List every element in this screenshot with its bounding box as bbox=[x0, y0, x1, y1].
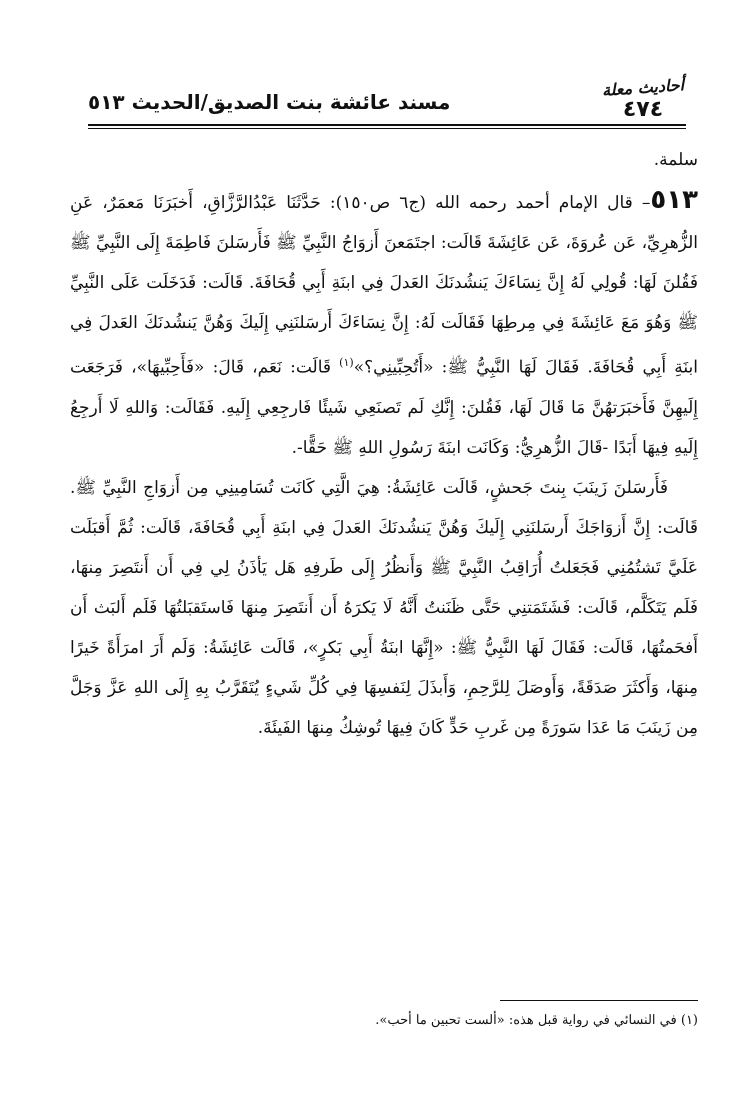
hadith-paragraph-2 bbox=[70, 468, 698, 748]
footnote bbox=[70, 1010, 698, 1032]
footnote-text: في النسائي في رواية قبل هذه: «ألست تحبين ما أحب». bbox=[375, 1013, 677, 1028]
hadith-text-continued: قَالَت: نَعَم، قَالَ: «فَأَحِبِّيهَا»، فَرَجَعَت إِلَيهِنَّ فَأَخبَرَتهُنَّ مَا قَالَ لَهَا، فَقُلنَ: إِنَّكِ لَم تَصنَعِي شَيئًا فَارجِعِي إِلَيهِ. فَقَالَت: وَاللهِ لَا أَرجِعُ إِلَيهِ فِيهَا أَبَدًا -قَالَ الزُّهرِيُّ: وَكَانَت ابنَةَ رَسُولِ اللهِ ﷺ حَقًّا-. bbox=[70, 357, 698, 458]
hadith-text: – قال الإمام أحمد رحمه الله (ج٦ ص١٥٠): حَدَّثَنَا عَبْدُالرَّزَّاقِ، أَخبَرَنَا مَعمَرٌ، عَنِ الزُّهرِيِّ، عَن عُروَةَ، عَن عَائِشَةَ قَالَت: اجتَمَعنَ أَزوَاجُ النَّبِيِّ ﷺ فَأَرسَلنَ فَاطِمَةَ إِلَى النَّبِيِّ ﷺ فَقُلنَ لَهَا: قُولِي لَهُ إِنَّ نِسَاءَكَ يَنشُدنَكَ العَدلَ فِي ابنَةِ أَبِي قُحَافَةَ. قَالَت: فَدَخَلَت عَلَى النَّبِيِّ ﷺ وَهُوَ مَعَ عَائِشَةَ فِي مِرطِهَا فَقَالَت لَهُ: إِنَّ نِسَاءَكَ أَرسَلنَنِي إِلَيكَ وَهُنَّ يَنشُدنَكَ العَدلَ فِي ابنَةِ أَبِي قُحَافَةَ. فَقَالَ لَهَا النَّبِيُّ ﷺ: «أَتُحِبِّينِي؟» bbox=[70, 193, 698, 378]
header-rule bbox=[88, 124, 686, 129]
logo-title: أحاديث معلة bbox=[601, 75, 685, 100]
continuation-line: سلمة. bbox=[653, 150, 698, 170]
page-number: ٤٧٤ bbox=[622, 97, 664, 122]
running-title: مسند عائشة بنت الصديق/الحديث ٥١٣ bbox=[88, 90, 451, 114]
footnote-reference[interactable]: (١) bbox=[339, 356, 354, 369]
hadith-paragraph bbox=[70, 180, 698, 468]
page-header bbox=[88, 75, 688, 128]
footnote-marker: (١) bbox=[680, 1013, 698, 1028]
paragraph-2-text: فَأَرسَلنَ زَينَبَ بِنتَ جَحشٍ، قَالَت عَائِشَةُ: هِيَ الَّتِي كَانَت تُسَامِينِي مِن أَزوَاجِ النَّبِيِّ ﷺ. قَالَت: إِنَّ أَزوَاجَكَ أَرسَلنَنِي إِلَيكَ وَهُنَّ يَنشُدنَكَ العَدلَ فِي ابنَةِ أَبِي قُحَافَةَ، قَالَت: ثُمَّ أَقبَلَت عَلَيَّ تَشتُمُنِي فَجَعَلتُ أُرَاقِبُ النَّبِيَّ ﷺ وَأَنظُرُ إِلَى طَرفِهِ هَل يَأذَنُ لِي فِي أَن أَنتَصِرَ مِنهَا، فَلَم يَتَكَلَّم، قَالَت: فَشَتَمَتنِي حَتَّى ظَنَنتُ أَنَّهُ لَا يَكرَهُ أَن أَنتَصِرَ مِنهَا فَاستَقبَلتُهَا فَلَم أَلبَث أَن أَفحَمتُهَا، قَالَت: فَقَالَ لَهَا النَّبِيُّ ﷺ: «إِنَّهَا ابنَةُ أَبِي بَكرٍ»، قَالَت عَائِشَةُ: وَلَم أَرَ امرَأَةً خَيرًا مِنهَا، وَأَكثَرَ صَدَقَةً، وَأَوصَلَ لِلرَّحِمِ، وَأَبذَلَ لِنَفسِهَا فِي كُلِّ شَيءٍ يُتَقَرَّبُ بِهِ إِلَى اللهِ عَزَّ وَجَلَّ مِن زَينَبَ مَا عَدَا سَورَةً مِن غَربِ حَدٍّ كَانَ فِيهَا تُوشِكُ مِنهَا الفَيئَةَ. bbox=[70, 477, 698, 738]
hadith-number: ٥١٣ bbox=[650, 185, 698, 215]
footnote-rule bbox=[500, 1000, 698, 1001]
main-text bbox=[70, 140, 698, 748]
book-logo bbox=[598, 75, 688, 122]
